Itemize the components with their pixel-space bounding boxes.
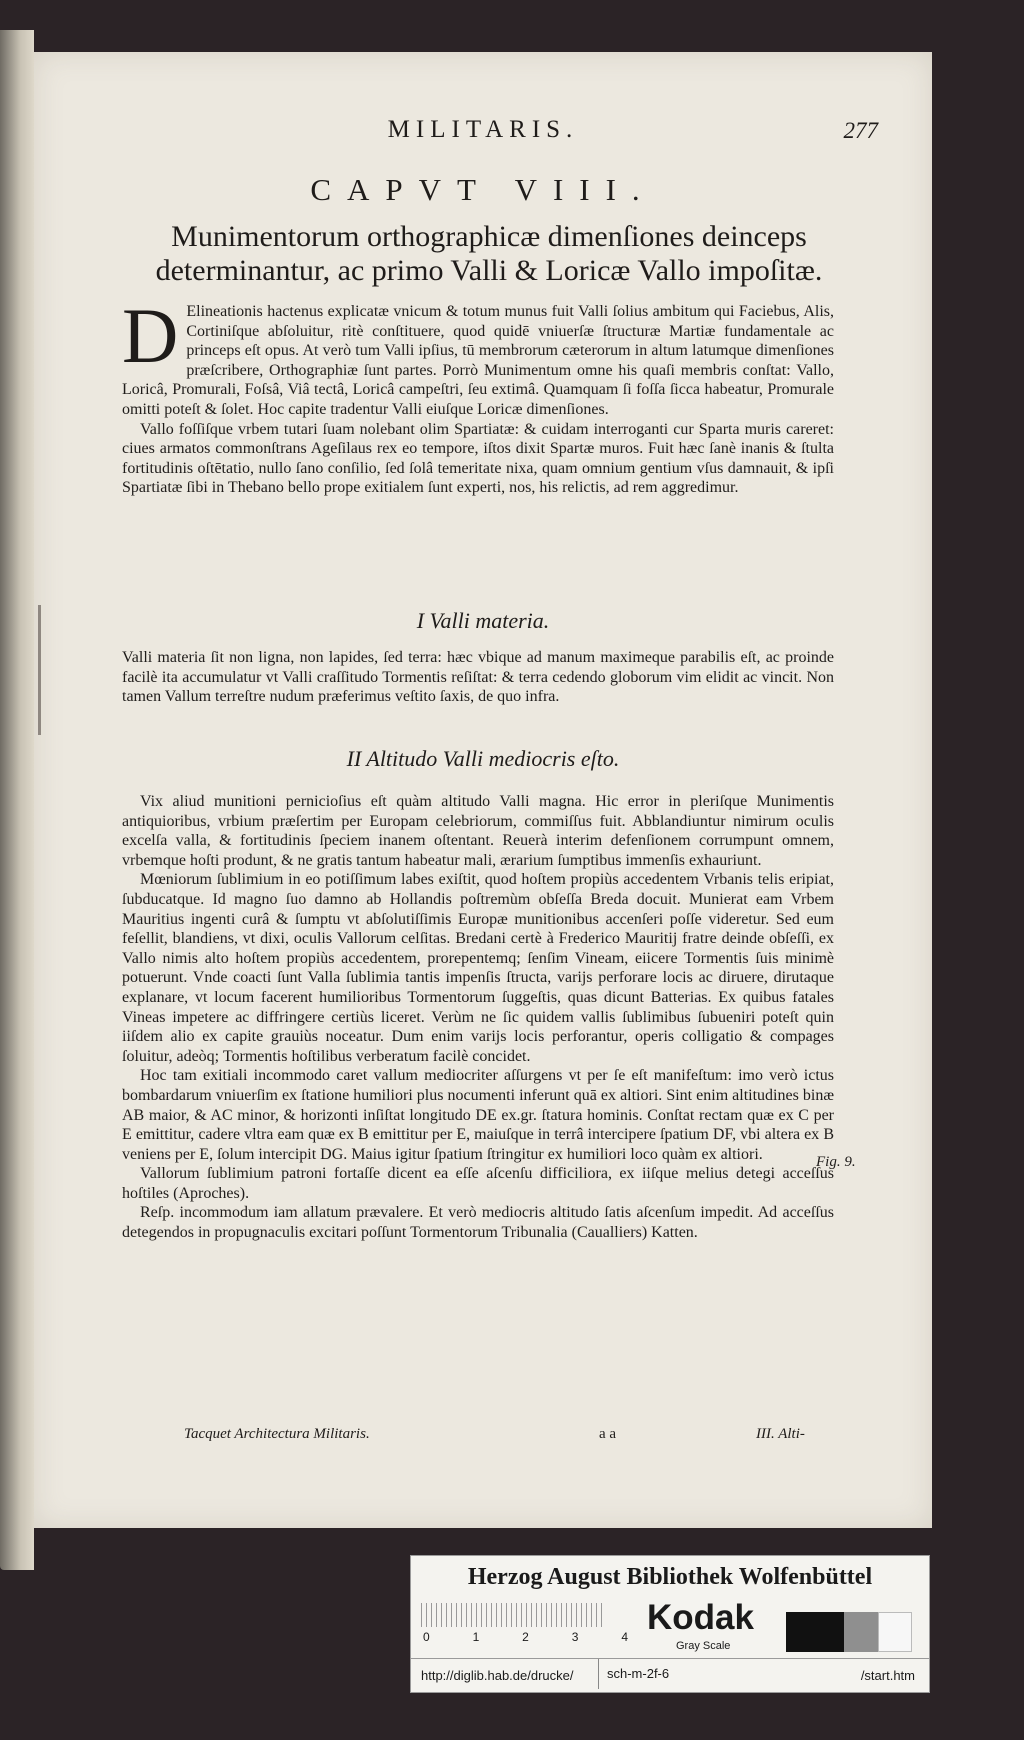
gray-scale-label: Gray Scale xyxy=(676,1640,731,1652)
white-swatch xyxy=(878,1612,912,1652)
drop-capital: D xyxy=(122,292,179,379)
section-paragraph: Valli materia ſit non ligna, non lapides, ſed terra: hæc vbique ad manum maximeque parabilis eſt, ac proinde facilè ita accumulatur vt Valli craſſitudo Tormentis reſiſtat: & terra cedendo globorum vim elidit ac vincit. Non tamen Vallum terreſtre nudum præferimus veſtito ſaxis, de quo infra. xyxy=(122,649,834,706)
black-swatch xyxy=(786,1612,844,1652)
section-heading-materia: I Valli materia. xyxy=(416,608,550,633)
section-paragraph: Hoc tam exitiali incommodo caret vallum mediocriter aſſurgens vt per ſe eſt manifeſtum: imo verò ictus bombardarum vniuerſim ex ſtatione humiliori plus nocumenti inferunt quā ex altiori. Sint enim altitudines binæ AB maior, & AC minor, & horizonti inſiſtat longitudo DE ex.gr. ſtatura hominis. Conſtat rectam quæ ex C per E emittitur, cadere vltra eam quæ ex B emittitur per E, maiuſque in terrâ intercipere ſpatium DF, vbi altera ex B veniens per E, ſolum intercipit DG. Maius igitur ſpatium ſtringitur ex humiliori loco quàm ex altiori. xyxy=(122,1067,834,1163)
color-scale-card xyxy=(410,1555,930,1693)
library-name: Herzog August Bibliothek Wolfenbüttel xyxy=(467,1564,873,1590)
section-heading-altitudo: II Altitudo Valli mediocris eſto. xyxy=(346,746,620,771)
kodak-logo: Kodak xyxy=(647,1598,754,1637)
ruler-number: 0 xyxy=(423,1630,430,1644)
section-paragraph: Vix aliud munitioni pernicioſius eſt quàm altitudo Valli magna. Hic error in pleriſque Munimentis antiquioribus, vrbium præſertim per Europam celebriorum, commiſſus fuit. Abblandiuntur nimirum oculis excelſa valla, & fortitudinis ſpeciem inanem oſtentant. Reuerà interim defenſionem corrumpunt omnem, vrbemque hoſti produnt, & ne gratis tantum habeatur mali, ærarium ſumptibus immenſis exhauriunt. xyxy=(122,793,834,869)
page-number: 277 xyxy=(843,118,878,143)
margin-mark xyxy=(38,605,41,735)
url-id: sch-m-2f-6 xyxy=(598,1659,669,1689)
ruler-ticks xyxy=(421,1603,606,1627)
intro-paragraph: Elineationis hactenus explicatæ vnicum & totum munus fuit Valli ſolius ambitum qui Faciebus, Alis, Cortiniſque abſoluitur, ritè conſtituere, quod quidē vniuerſæ ſtructuræ Martiæ fundamentale ac princeps eſt opus. At verò tum Valli ipſius, tū membrorum cæterorum in altum latumque dimenſiones præſcribere, Orthographiæ ſunt partes. Porrò Munimentum omne his quaſi membris conſtat: Vallo, Loricâ, Promurali, Foſsâ, Viâ tectâ, Loricâ campeſtri, ſeu extimâ. Quamquam ſi foſſa ſicca habeatur, Promurale omitti poteſt & ſolet. Hoc capite tradentur Valli eiuſque Loricæ dimenſiones. xyxy=(122,303,834,418)
ruler-number: 4 xyxy=(621,1630,628,1644)
footer-title: Tacquet Architectura Militaris. xyxy=(184,1426,370,1442)
ruler-number: 1 xyxy=(472,1630,480,1644)
figure-reference: Fig. 9. xyxy=(816,1154,856,1170)
ruler-numbers xyxy=(423,1630,628,1644)
section-paragraph: Vallorum ſublimium patroni fortaſſe dicent ea eſſe aſcenſu difficiliora, ex iiſque melius detegi acceſſus hoſtiles (Aproches). xyxy=(122,1165,834,1202)
url-end: /start.htm xyxy=(860,1668,915,1683)
intro-text xyxy=(122,292,834,498)
chapter-title: CAPVT VIII. xyxy=(310,172,656,207)
url-row xyxy=(411,1658,929,1693)
section-body-altitudo xyxy=(122,792,834,1243)
section-paragraph: Reſp. incommodum iam allatum prævalere. Et verò mediocris altitudo ſatis aſcenſum impedit. Ad acceſſus detegendos in propugnaculis excitari poſſunt Tormentorum Tribunalia (Caualliers) Katten. xyxy=(122,1204,834,1242)
section-paragraph: Mœniorum ſublimium in eo potiſſimum labes exiſtit, quod hoſtem propiùs accedentem Vrbanis telis eripiat, ſubducatque. Id magno ſuo damno ab Hollandis poſtremùm obſeſſa Breda docuit. Munierat eam Vrbem Mauritius ingenti curâ & ſumptu vt abſolutiſſimis Europæ munitionibus accenſeri poſſe videretur. Sed eum feſellit, blandiens, vt dixi, oculis Vallorum celſitas. Bredani certè à Frederico Mauritij fratre deinde obſeſſi, ex Vallo nimis alto hoſtem propiùs accedentem, prorepentemq; ſenſim Vineam, eiicere Tormentis ſuis minimè potuerunt. Vnde coacti ſunt Valla ſublimia tantis impenſis ſtructa, varijs perforare locis ac diruere, dirutaque explanare, vt locum facerent humilioribus Tormentorum ſuggeſtis, quas dicunt Batterias. Ex quibus fatales Vineas impetere ac diffringere certiùs liceret. Verùm ne ſic quidem vallis ſublimibus ſubueniri poteſt quin iiſdem alio ex capite grauiùs noceatur. Dum enim varijs locis perforantur, operis colligatio & compages ſoluitur, adeòq; Tormentis hoſtilibus verberatum facilè concidet. xyxy=(122,871,834,1065)
intro-paragraph: Vallo foſſiſque vrbem tutari ſuam nolebant olim Spartiatæ: & cuidam interroganti cur Sparta muris careret: ciues armatos commonſtrans Ageſilaus rex eo tempore, iſtos dixit Spartæ muros. Fuit hæc ſanè inanis & ſtulta fortitudinis oſtētatio, nullo ſano conſilio, ſed ſolâ temeritate nixa, quam omnium gentium vſus damnauit, & ipſi Spartiatæ ſibi in Thebano bello prope exitialem ſunt experti, nos, his relictis, ad rem aggredimur. xyxy=(122,420,834,497)
ruler-number: 2 xyxy=(522,1630,529,1644)
ruler-number: 3 xyxy=(571,1630,579,1644)
running-head: MILITARIS. xyxy=(387,116,579,143)
gray-swatch xyxy=(844,1612,878,1652)
catchword: III. Alti- xyxy=(756,1426,805,1442)
left-page-edge xyxy=(0,30,34,1570)
section-body-materia xyxy=(122,648,834,707)
book-page xyxy=(34,52,932,1528)
main-heading: Munimentorum orthographicæ dimenſiones deinceps determinantur, ac primo Valli & Loricæ Vallo impoſitæ. xyxy=(155,220,823,287)
url-base: http://diglib.hab.de/drucke/ xyxy=(421,1668,574,1683)
signature-mark: a a xyxy=(599,1426,617,1442)
